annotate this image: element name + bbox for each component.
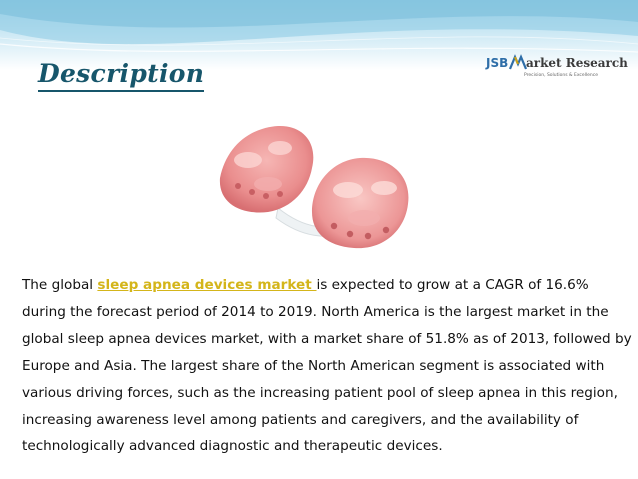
logo-tagline: Precision, Solutions & Excellence xyxy=(524,73,599,78)
slide-title: Description xyxy=(38,58,204,92)
logo-m-icon xyxy=(509,54,527,70)
company-logo xyxy=(486,54,634,84)
paragraph-body: is expected to grow at a CAGR of 16.6% during the forecast period of 2014 to 2019. North America is the largest market in the global sleep apnea devices market, with a market share of 51.8% as of 2013, followed by Europe and Asia. The largest share of the North American segment is associated with various driving forces, such as the increasing patient pool of sleep apnea in this region, increasing awareness level among patients and caregivers, and the availability of technologically advanced diagnostic and therapeutic devices. xyxy=(22,277,632,455)
paragraph-intro: The global xyxy=(22,277,98,293)
logo-name: arket Research xyxy=(526,56,628,70)
sleep-apnea-device-image xyxy=(208,108,422,268)
description-paragraph xyxy=(22,272,632,460)
logo-prefix: JSB xyxy=(486,56,509,70)
sleep-apnea-market-link[interactable]: sleep apnea devices market xyxy=(97,277,317,293)
